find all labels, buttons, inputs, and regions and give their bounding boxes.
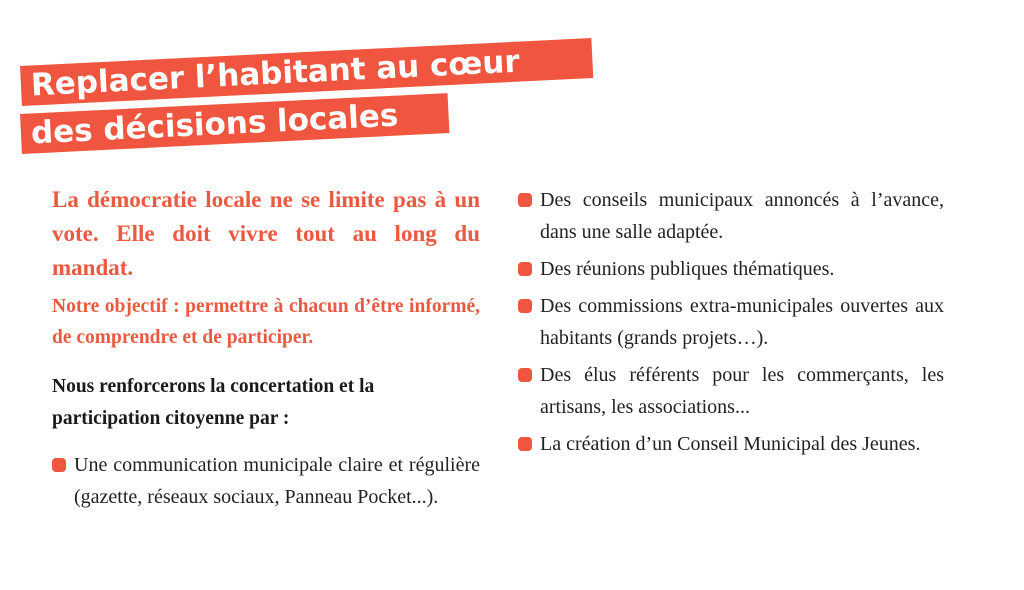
list-item-text: Des réunions publiques thématiques. [540,258,835,280]
intro-paragraph: La démocratie locale ne se limite pas à un vote. Elle doit vivre tout au long du mandat. [52,187,480,280]
title-banner-line-1 [20,38,593,106]
list-item-text: Des conseils municipaux annoncés à l’avance, dans une salle adaptée. [540,189,944,243]
bullet-icon [518,437,532,451]
list-item [518,184,944,248]
bullet-icon [518,299,532,313]
list-item-text: Des élus référents pour les commerçants, les artisans, les associations... [540,364,944,418]
bullet-icon [518,368,532,382]
list-item-text: Des commissions extra-municipales ouvertes aux habitants (grands projets…). [540,295,944,349]
left-column [52,183,480,518]
list-item [518,428,944,460]
list-item [518,290,944,354]
bullet-icon [518,193,532,207]
lead-paragraph: Nous renforcerons la concertation et la participation citoyenne par : [52,376,375,429]
list-item [518,359,944,423]
title-line-2: des décisions locales [30,97,400,152]
objective-paragraph: Notre objectif : permettre à chacun d’être informé, de comprendre et de participer. [52,296,480,348]
list-item [518,253,944,285]
bullet-icon [518,262,532,276]
bullet-icon [52,458,66,472]
title-line-1: Replacer l’habitant au cœur [30,43,521,104]
list-item-text: Une communication municipale claire et régulière (gazette, réseaux sociaux, Panneau Pocket...). [74,454,480,508]
list-item [52,449,480,513]
right-column [518,184,944,465]
list-item-text: La création d’un Conseil Municipal des Jeunes. [540,433,921,455]
